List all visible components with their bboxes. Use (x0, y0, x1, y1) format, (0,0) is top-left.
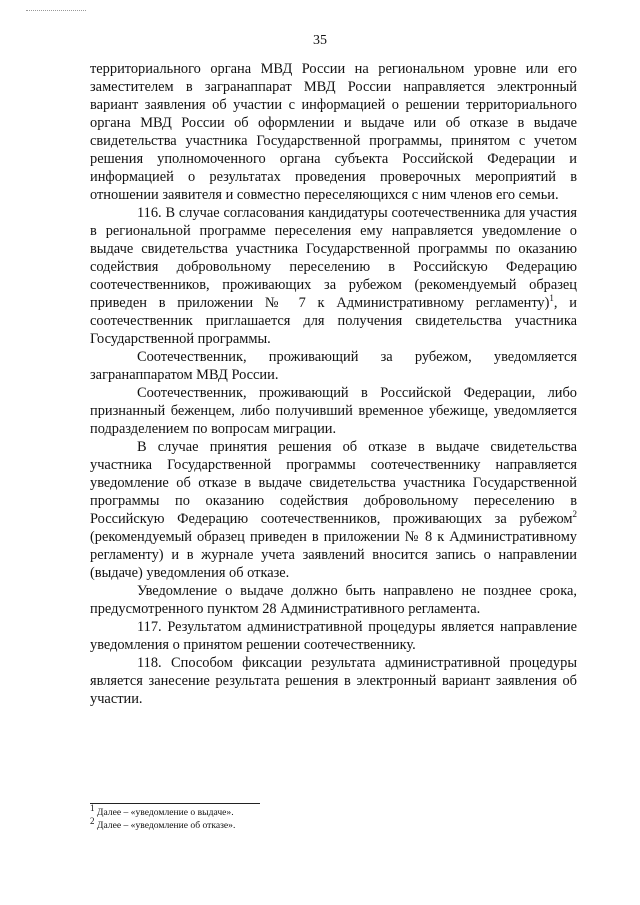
paragraph-continuation: территориального органа МВД России на региональном уровне или его заместителем в загранаппарат МВД России направляется электронный вариант заявления об участии с информацией о решении территориального органа МВД России об оформлении и выдаче или об отказе в выдаче свидетельства участника Государственной программы, принятом с учетом решения уполномоченного органа субъекта Российской Федерации и информацией о результатах проведения проверочных мероприятий в отношении заявителя и совместно переселяющихся с ним членов его семьи. (90, 61, 577, 203)
paragraph-in-russia: Соотечественник, проживающий в Российской Федерации, либо признанный беженцем, либо получивший временное убежище, уведомляется подразделением по вопросам миграции. (90, 385, 577, 437)
footnote-2: $^2$ Далее – «уведомление об отказе». (90, 815, 236, 831)
footnote-ref-2: 2 (572, 509, 577, 520)
scan-artifact (26, 10, 86, 15)
paragraph-118: 118. Способом фиксации результата административной процедуры является занесение результата решения в электронный вариант заявления об участии. (90, 655, 577, 707)
paragraph-deadline: Уведомление о выдаче должно быть направлено не позднее срока, предусмотренного пунктом 28 Административного регламента. (90, 583, 577, 617)
paragraph-117: 117. Результатом административной процедуры является направление уведомления о принятом решении соотечественнику. (90, 619, 577, 653)
paragraph-116: 116. В случае согласования кандидатуры соотечественника для участия в региональной программе переселения ему направляется уведомление о выдаче свидетельства участника Государственной программы по оказанию содействия добровольному переселению в Российскую Федерацию соотечественников, проживающих за рубежом (рекомендуемый образец приведен в приложении № 7 к Административному регламенту)$^1$, и соотечественник приглашается для получения свидетельства участника Государственной программы. (90, 205, 577, 347)
footnote-ref-1: 1 (549, 293, 554, 304)
paragraph-abroad: Соотечественник, проживающий за рубежом, уведомляется загранаппаратом МВД России. (90, 349, 577, 383)
footnote-divider (90, 803, 260, 804)
page-number: 35 (313, 33, 327, 48)
footnotes (90, 802, 577, 832)
paragraph-refusal: В случае принятия решения об отказе в выдаче свидетельства участника Государственной программы соотечественнику направляется уведомление об отказе в выдаче свидетельства участника Государственной программы по оказанию содействия добровольному переселению в Российскую Федерацию соотечественников, проживающих за рубежом$^2$ (рекомендуемый образец приведен в приложении № 8 к Административному регламенту) и в журнале учета заявлений вносится запись о направлении (выдаче) уведомления об отказе. (90, 439, 577, 581)
document-body (90, 60, 577, 708)
footnote-1: $^1$ Далее – «уведомление о выдаче». (90, 802, 234, 818)
